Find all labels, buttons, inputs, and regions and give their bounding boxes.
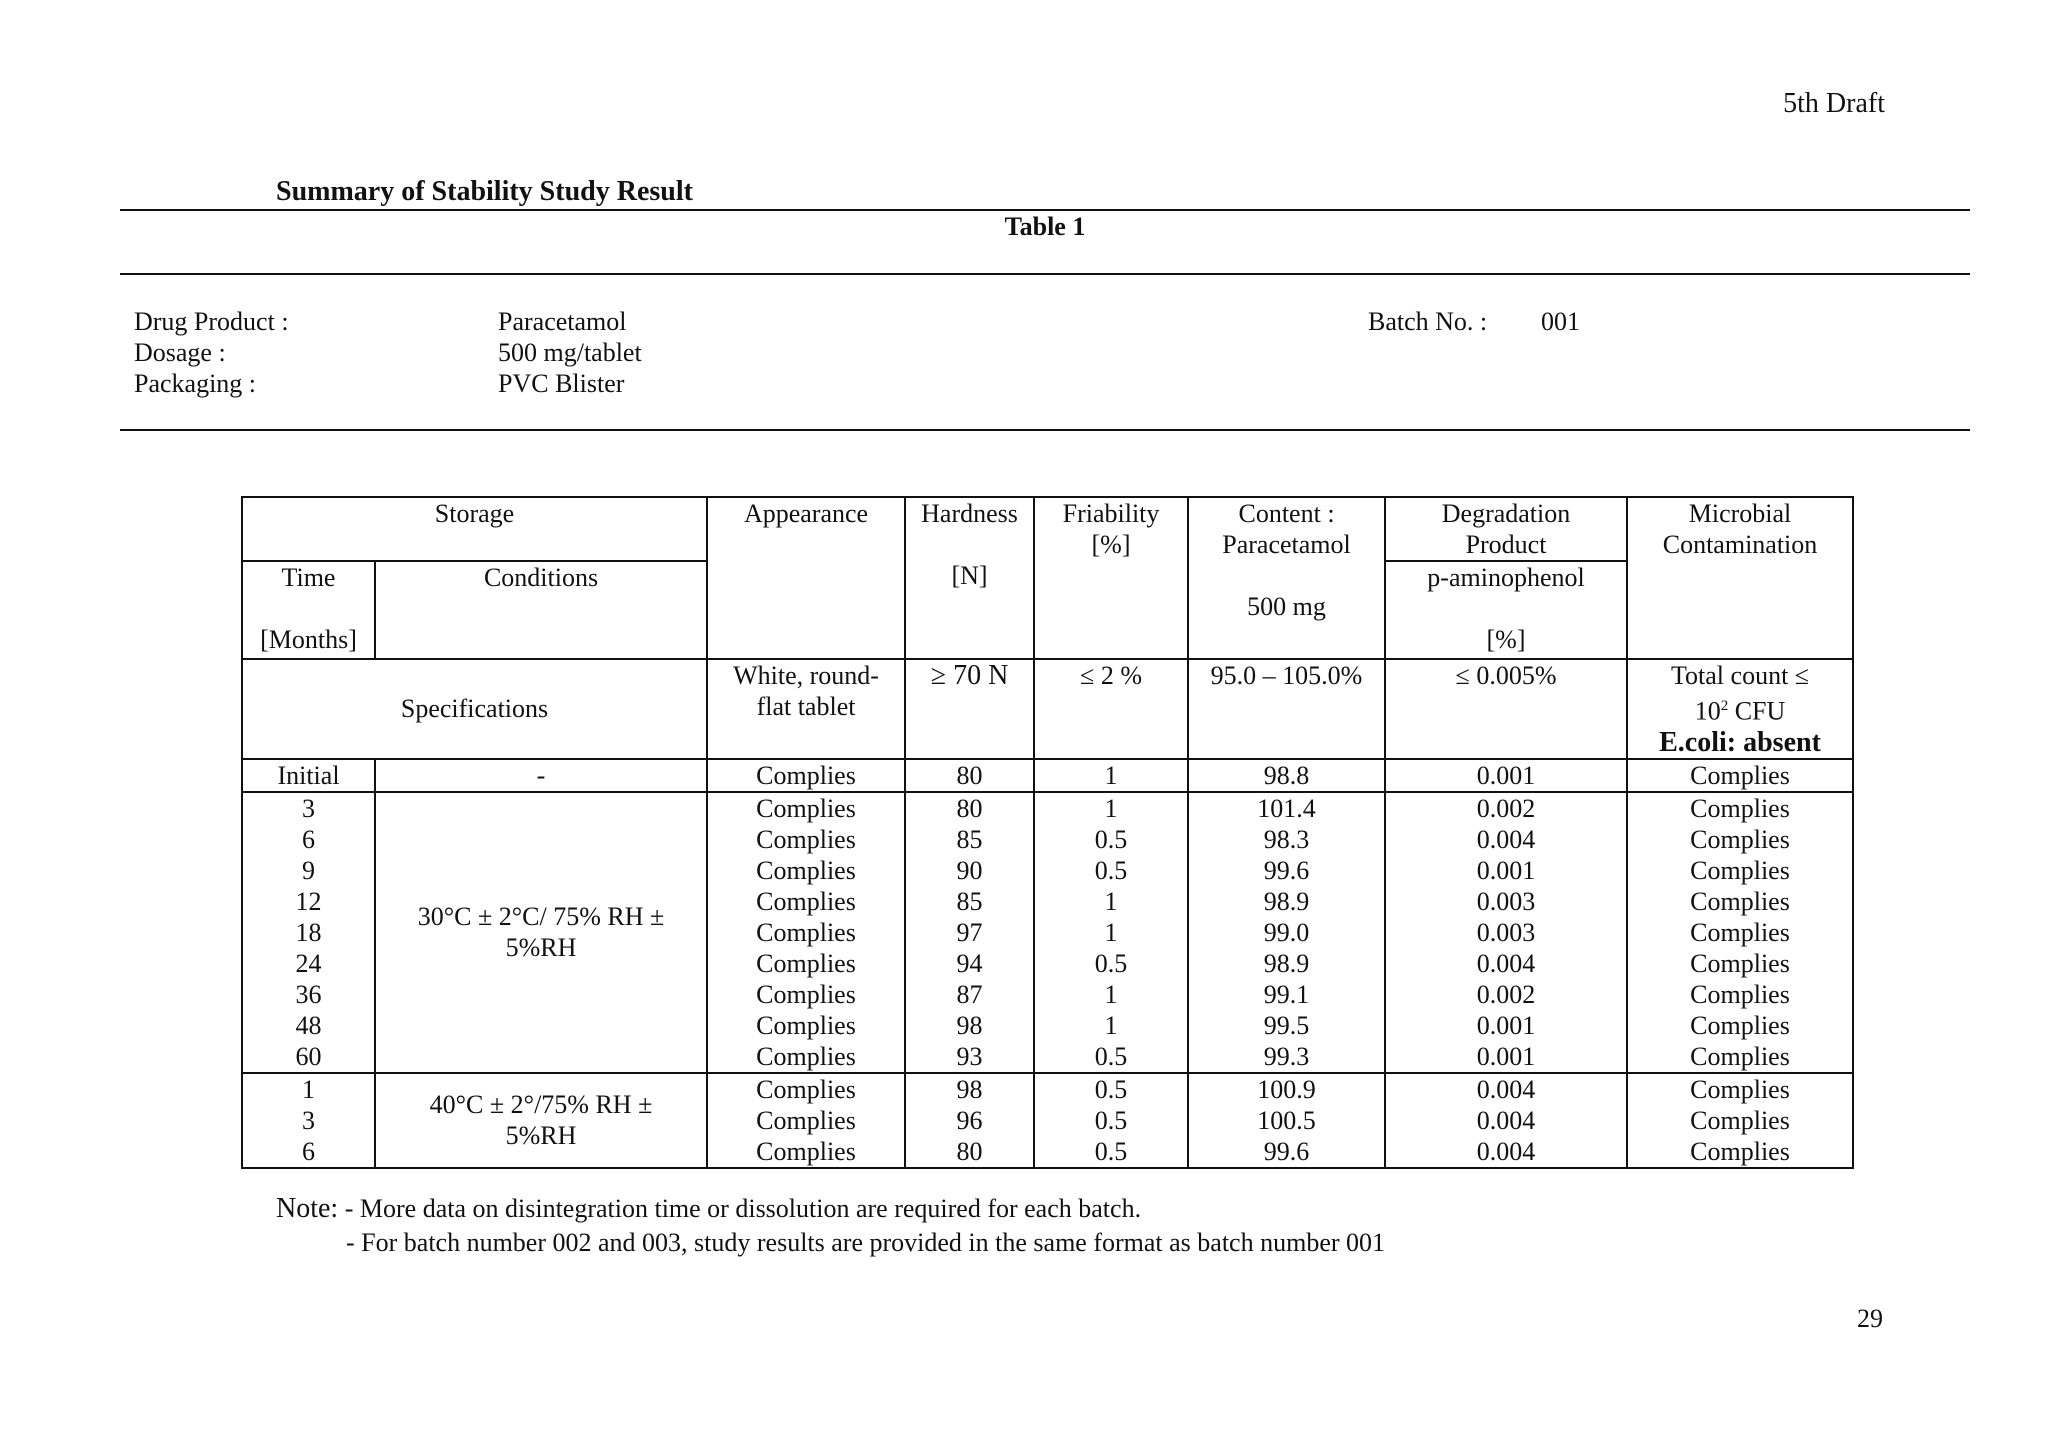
microbial-cell: Complies	[1627, 1041, 1853, 1073]
time-cell: 12	[242, 886, 375, 917]
drug-product-label: Drug Product :	[134, 307, 289, 336]
hardness-cell: 80	[905, 792, 1034, 824]
microbial-cell: Complies	[1627, 1073, 1853, 1105]
degradation-cell: 0.001	[1385, 855, 1627, 886]
page-title: Summary of Stability Study Result	[276, 176, 693, 207]
hardness-cell: 98	[905, 1010, 1034, 1041]
content-cell: 99.6	[1188, 1136, 1385, 1168]
degradation-cell: 0.004	[1385, 1073, 1627, 1105]
microbial-cell: Complies	[1627, 855, 1853, 886]
content-cell: 100.9	[1188, 1073, 1385, 1105]
content-cell: 98.9	[1188, 886, 1385, 917]
appearance-cell: Complies	[707, 917, 905, 948]
friability-cell: 0.5	[1034, 1136, 1188, 1168]
hardness-cell: 97	[905, 917, 1034, 948]
microbial-header-line2: Contamination	[1662, 530, 1818, 559]
spec-microbial-ecoli: E.coli: absent	[1659, 726, 1821, 758]
spec-microbial-unit: CFU	[1728, 696, 1786, 726]
group-30c-body	[242, 792, 1853, 1073]
content-cell: 99.3	[1188, 1041, 1385, 1073]
packaging-label: Packaging :	[134, 369, 257, 398]
friability-header-text: Friability	[1062, 499, 1160, 528]
spec-friability: ≤ 2 %	[1034, 659, 1188, 759]
time-unit: [Months]	[260, 625, 357, 654]
initial-microbial: Complies	[1627, 759, 1853, 792]
degradation-cell: 0.004	[1385, 1105, 1627, 1136]
condition-line2: 5%RH	[505, 1121, 577, 1151]
degradation-cell: 0.002	[1385, 792, 1627, 824]
product-info-values	[498, 306, 642, 399]
storage-header: Storage	[242, 497, 707, 561]
note-line-2: - For batch number 002 and 003, study results are provided in the same format as batch number 001	[346, 1228, 1386, 1257]
storage-condition	[375, 1073, 707, 1168]
time-cell: 9	[242, 855, 375, 886]
microbial-header-line1: Microbial	[1688, 499, 1792, 528]
spec-microbial-exponent: 2	[1720, 698, 1729, 714]
hardness-cell: 87	[905, 979, 1034, 1010]
appearance-cell: Complies	[707, 855, 905, 886]
table-row	[242, 1073, 1853, 1105]
draft-label: 5th Draft	[1783, 88, 1885, 119]
header-row-1	[242, 497, 1853, 561]
friability-unit: [%]	[1091, 530, 1131, 559]
content-cell: 101.4	[1188, 792, 1385, 824]
hardness-unit: [N]	[951, 561, 988, 590]
product-info-labels	[134, 306, 289, 399]
appearance-header: Appearance	[707, 497, 905, 659]
microbial-cell: Complies	[1627, 948, 1853, 979]
time-header	[242, 561, 375, 659]
appearance-cell: Complies	[707, 948, 905, 979]
appearance-cell: Complies	[707, 1105, 905, 1136]
degradation-header	[1385, 497, 1627, 561]
friability-cell: 1	[1034, 917, 1188, 948]
table-label: Table 1	[1004, 212, 1086, 241]
stability-table	[241, 496, 1854, 1169]
content-cell: 98.9	[1188, 948, 1385, 979]
time-cell: 48	[242, 1010, 375, 1041]
friability-cell: 0.5	[1034, 1073, 1188, 1105]
appearance-cell: Complies	[707, 824, 905, 855]
friability-cell: 1	[1034, 792, 1188, 824]
initial-hardness: 80	[905, 759, 1034, 792]
degradation-header-line3: p-aminophenol	[1427, 563, 1585, 592]
hardness-cell: 93	[905, 1041, 1034, 1073]
degradation-unit: [%]	[1486, 625, 1526, 654]
friability-cell: 1	[1034, 979, 1188, 1010]
degradation-cell: 0.004	[1385, 824, 1627, 855]
time-cell: 6	[242, 1136, 375, 1168]
note-text-1: - More data on disintegration time or dissolution are required for each batch.	[338, 1194, 1142, 1223]
content-header	[1188, 497, 1385, 659]
time-cell: 3	[242, 1105, 375, 1136]
spec-appearance-line2: flat tablet	[756, 692, 856, 721]
initial-row	[242, 759, 1853, 792]
table-row	[242, 792, 1853, 824]
friability-cell: 0.5	[1034, 824, 1188, 855]
specifications-label: Specifications	[242, 659, 707, 759]
dosage-label: Dosage :	[134, 338, 226, 367]
initial-condition: -	[375, 759, 707, 792]
note-prefix: Note:	[276, 1193, 339, 1224]
friability-cell: 0.5	[1034, 1041, 1188, 1073]
content-cell: 99.0	[1188, 917, 1385, 948]
condition-line1: 30°C ± 2°C/ 75% RH ±	[417, 902, 665, 932]
spec-microbial-line1: Total count ≤	[1670, 661, 1810, 690]
degradation-cell: 0.004	[1385, 948, 1627, 979]
microbial-cell: Complies	[1627, 824, 1853, 855]
hardness-cell: 96	[905, 1105, 1034, 1136]
microbial-cell: Complies	[1627, 792, 1853, 824]
friability-cell: 0.5	[1034, 948, 1188, 979]
friability-cell: 0.5	[1034, 855, 1188, 886]
appearance-cell: Complies	[707, 1010, 905, 1041]
group-40c-body	[242, 1073, 1853, 1168]
friability-cell: 0.5	[1034, 1105, 1188, 1136]
condition-line1: 40°C ± 2°/75% RH ±	[429, 1090, 653, 1120]
note-line-1	[276, 1193, 1141, 1224]
microbial-cell: Complies	[1627, 886, 1853, 917]
degradation-header-line1: Degradation	[1441, 499, 1571, 528]
friability-header	[1034, 497, 1188, 659]
degradation-cell: 0.004	[1385, 1136, 1627, 1168]
time-cell: 60	[242, 1041, 375, 1073]
hardness-cell: 98	[905, 1073, 1034, 1105]
time-cell: 24	[242, 948, 375, 979]
hardness-header-text: Hardness	[921, 499, 1018, 528]
microbial-header	[1627, 497, 1853, 659]
appearance-cell: Complies	[707, 1041, 905, 1073]
content-cell: 99.6	[1188, 855, 1385, 886]
info-bottom-rule	[120, 429, 1970, 431]
degradation-cell: 0.003	[1385, 917, 1627, 948]
appearance-cell: Complies	[707, 1073, 905, 1105]
microbial-cell: Complies	[1627, 1010, 1853, 1041]
appearance-cell: Complies	[707, 886, 905, 917]
microbial-cell: Complies	[1627, 1105, 1853, 1136]
time-cell: 1	[242, 1073, 375, 1105]
microbial-cell: Complies	[1627, 1136, 1853, 1168]
friability-cell: 1	[1034, 886, 1188, 917]
degradation-cell: 0.002	[1385, 979, 1627, 1010]
initial-appearance: Complies	[707, 759, 905, 792]
degradation-cell: 0.001	[1385, 1041, 1627, 1073]
initial-content: 98.8	[1188, 759, 1385, 792]
spec-microbial-line2	[1628, 691, 1852, 727]
time-cell: 36	[242, 979, 375, 1010]
friability-cell: 1	[1034, 1010, 1188, 1041]
conditions-header: Conditions	[375, 561, 707, 659]
hardness-cell: 80	[905, 1136, 1034, 1168]
degradation-cell: 0.003	[1385, 886, 1627, 917]
content-cell: 100.5	[1188, 1105, 1385, 1136]
degradation-subheader	[1385, 561, 1627, 659]
hardness-cell: 90	[905, 855, 1034, 886]
content-header-line3: 500 mg	[1247, 592, 1326, 621]
spec-microbial	[1627, 659, 1853, 759]
batch-value: 001	[1541, 307, 1580, 336]
time-header-text: Time	[281, 563, 336, 592]
time-cell: 3	[242, 792, 375, 824]
content-cell: 99.1	[1188, 979, 1385, 1010]
spec-hardness: ≥ 70 N	[905, 659, 1034, 759]
specifications-row	[242, 659, 1853, 759]
microbial-cell: Complies	[1627, 979, 1853, 1010]
spec-content: 95.0 – 105.0%	[1188, 659, 1385, 759]
content-header-line2: Paracetamol	[1222, 530, 1351, 559]
content-header-line1: Content :	[1238, 499, 1335, 528]
time-cell: 6	[242, 824, 375, 855]
appearance-cell: Complies	[707, 792, 905, 824]
spec-degradation: ≤ 0.005%	[1385, 659, 1627, 759]
initial-degradation: 0.001	[1385, 759, 1627, 792]
info-top-rule	[120, 273, 1970, 275]
spec-appearance	[707, 659, 905, 759]
hardness-cell: 85	[905, 824, 1034, 855]
initial-time: Initial	[242, 759, 375, 792]
content-cell: 99.5	[1188, 1010, 1385, 1041]
batch-label: Batch No. :	[1368, 307, 1488, 336]
hardness-header	[905, 497, 1034, 659]
degradation-header-line2: Product	[1465, 530, 1547, 559]
spec-microbial-base: 10	[1694, 696, 1721, 726]
drug-product-value: Paracetamol	[498, 307, 627, 336]
spec-appearance-line1: White, round-	[733, 661, 879, 690]
appearance-cell: Complies	[707, 979, 905, 1010]
appearance-cell: Complies	[707, 1136, 905, 1168]
hardness-cell: 85	[905, 886, 1034, 917]
page-number: 29	[1857, 1304, 1883, 1333]
dosage-value: 500 mg/tablet	[498, 338, 642, 367]
content-cell: 98.3	[1188, 824, 1385, 855]
time-cell: 18	[242, 917, 375, 948]
condition-line2: 5%RH	[505, 933, 577, 963]
packaging-value: PVC Blister	[498, 369, 625, 398]
top-rule	[120, 209, 1970, 211]
initial-friability: 1	[1034, 759, 1188, 792]
degradation-cell: 0.001	[1385, 1010, 1627, 1041]
storage-condition	[375, 792, 707, 1073]
hardness-cell: 94	[905, 948, 1034, 979]
microbial-cell: Complies	[1627, 917, 1853, 948]
